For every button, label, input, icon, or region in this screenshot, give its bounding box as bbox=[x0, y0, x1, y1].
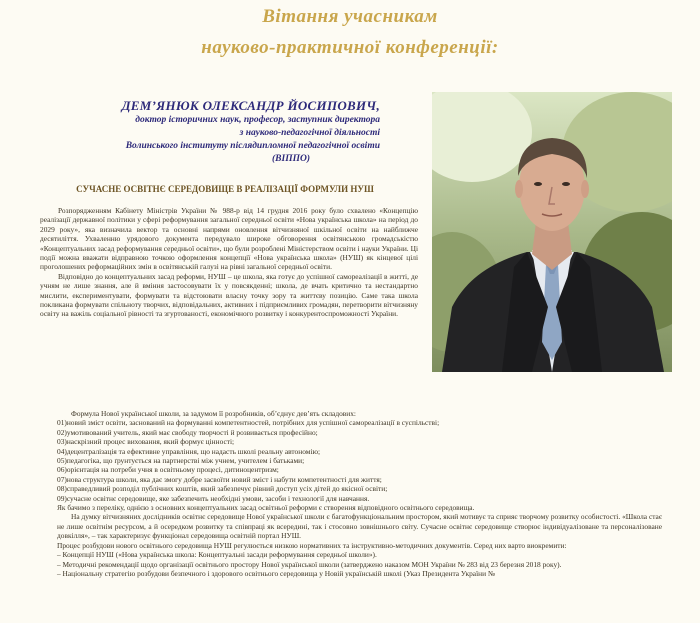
author-institution: Волинського інституту післядипломної педагогічної освіти bbox=[125, 141, 380, 151]
formula-item: 03)наскрізний процес виховання, який формує цінності; bbox=[57, 437, 235, 447]
choice-paragraph: Як бачимо з переліку, однією з основних концептуальних засад освітньої реформи є створення відповідного освітнього середовища. bbox=[57, 503, 475, 513]
portrait-illustration bbox=[432, 92, 672, 372]
document-item: – Національну стратегію розбудови безпечного і здорового освітнього середовища у Новій українській школі (Указ Президента України № bbox=[57, 568, 495, 578]
article-intro bbox=[40, 206, 418, 319]
author-title: доктор історичних наук, професор, заступник директора bbox=[135, 115, 380, 125]
formula-item: 04)децентралізація та ефективне управління, що надасть школі реальну автономію; bbox=[57, 446, 321, 456]
opinion-paragraph: На думку вітчизняних дослідників освітнє середовище Нової української школи є багатофункціональним простором, який мотивує та сприяє творчому розвитку особистості. «Школа стає не лише освітнім ресурсом, а й осередком розвитку та співпраці як всередині, так і стосовно зовнішнього світу. Сучасне освітнє середовище створює індивідуалізоване та персоналізоване довкілля», – так характеризує функціонал середовища освітній портал НУШ. bbox=[57, 512, 662, 541]
document-item: – Методичні рекомендації щодо організації освітнього простору Нової української школи (затверджено наказом МОН України № 283 від 23 березня 2018 року). bbox=[57, 559, 562, 569]
author-photo bbox=[432, 92, 672, 372]
formula-intro: Формула Нової української школи, за задумом її розробників, об’єднує дев’ять складових: bbox=[71, 409, 356, 418]
article-body bbox=[57, 409, 662, 578]
formula-item: 07)нова структура школи, яка дає змогу добре засвоїти новий зміст і набути компетентності для життя; bbox=[57, 474, 382, 484]
formula-item: 05)педагогіка, що ґрунтується на партнерстві між учнем, учителем і батьками; bbox=[57, 456, 305, 466]
formula-item: 02)умотивований учитель, який має свободу творчості й розвивається професійно; bbox=[57, 427, 318, 437]
author-name: ДЕМ’ЯНЮК ОЛЕКСАНДР ЙОСИПОВИЧ, bbox=[121, 98, 380, 113]
conference-title: науково-практичної конференції: bbox=[201, 37, 499, 58]
regulation-paragraph: Процес розбудови нового освітнього середовища НУШ регулюється низкою нормативних та інструктивно-методичних документів. Серед них варто виокремити: bbox=[57, 540, 567, 550]
greeting-title: Вітання учасникам bbox=[262, 6, 438, 27]
formula-item: 09)сучасне освітнє середовище, яке забезпечить необхідні умови, засоби і технології для навчання. bbox=[57, 493, 370, 503]
formula-item: 01)новий зміст освіти, заснований на формуванні компетентностей, потрібних для успішної самореалізації в суспільстві; bbox=[57, 418, 440, 428]
article-title: СУЧАСНЕ ОСВІТНЄ СЕРЕДОВИЩЕ В РЕАЛІЗАЦІЇ ФОРМУЛИ НУШ bbox=[76, 184, 374, 194]
author-position: з науково-педагогічної діяльності bbox=[239, 128, 380, 138]
document-item: – Концепції НУШ («Нова українська школа: Концептуальні засади реформування середньої школи»). bbox=[57, 550, 377, 560]
formula-item: 06)орієнтація на потреби учня в освітньому процесі, дитиноцентризм; bbox=[57, 465, 279, 475]
author-block bbox=[40, 98, 380, 166]
author-institution-abbr: (ВІППО) bbox=[272, 154, 310, 164]
formula-item: 08)справедливий розподіл публічних коштів, який забезпечує рівний доступ усіх дітей до якісної освіти; bbox=[57, 484, 388, 494]
intro-paragraph: Розпорядженням Кабінету Міністрів України № 988-р від 14 грудня 2016 року було схвалено «Концепцію реалізації державної політики у сфері реформування загальної середньої освіти «Нова українська школа» на період до 2029 року», яка визначила вектор та основні напрями оновлення вітчизняної шкільної освіти на найближче десятиліття. Ухваленню урядового документа передувало широке обговорення освітянською громадськістю «Концептуальних засад реформування середньої освіти», що були розроблені Міністерством освіти і науки України. Ці події можна вважати відправною точкою оформлення концепції «Нова українська школа» (НУШ) як кінцевої цілі проголошених реформаційних змін в освітянській галузі на рівні загальної середньої освіти. bbox=[40, 206, 418, 272]
reform-paragraph: Відповідно до концептуальних засад реформи, НУШ – це школа, яка готує до успішної самореалізації в житті, де учням не лише знання, але й вміння застосовувати їх у повсякденні; школа, де вчать критично та нестандартно мислити, експериментувати, формувати та відстоювати власну точку зору та життєву позицію. Саме така школа покликана формувати спільноту творчих, відповідальних, активних і підприємливих громадян, перетворити вітчизняну освіту на важіль соціальної рівності та згуртованості, економічного розвитку і конкурентоспроможності України. bbox=[40, 271, 418, 319]
